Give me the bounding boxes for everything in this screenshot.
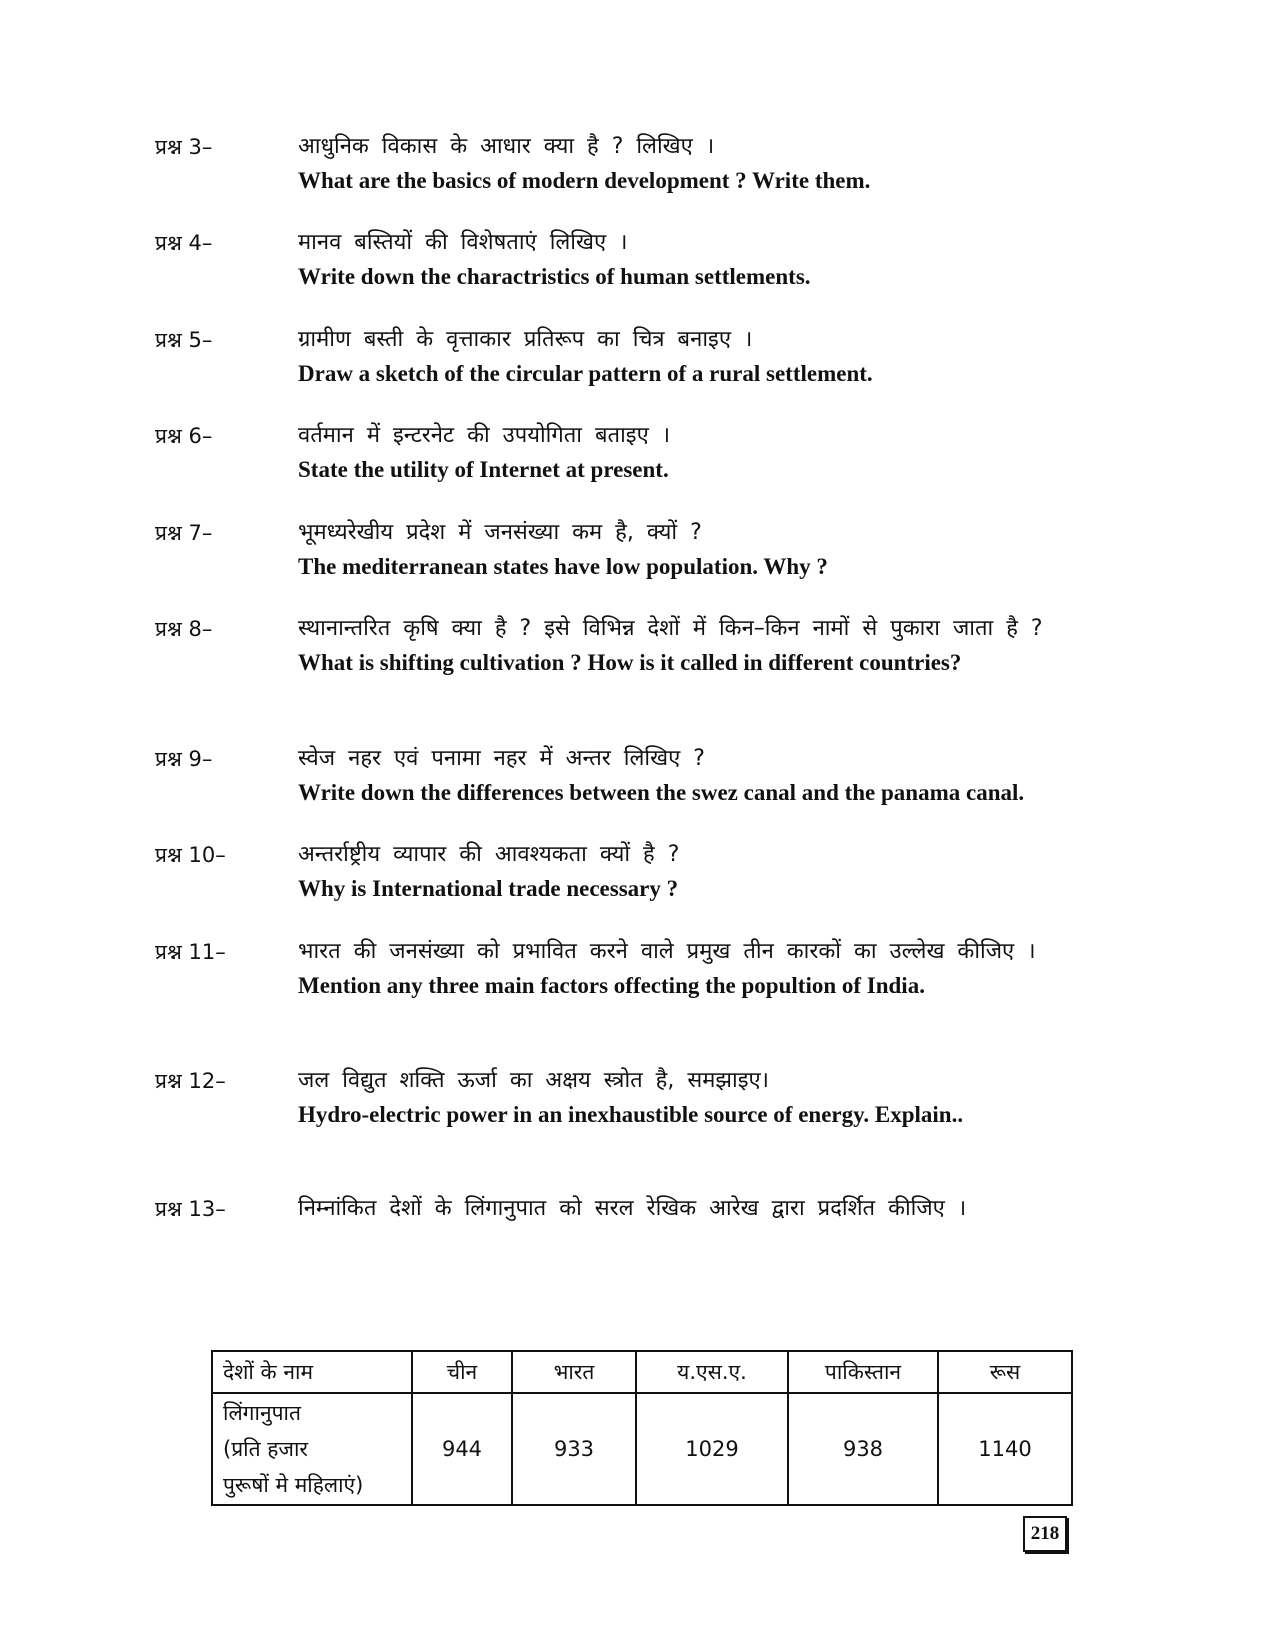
question-english-text: Write down the charactristics of human settlements. — [298, 264, 811, 289]
table-header-row — [212, 1351, 1072, 1393]
question-hindi-text: स्वेज नहर एवं पनामा नहर में अन्तर लिखिए ? — [298, 746, 705, 771]
question-label: प्रश्न 3– — [155, 135, 213, 159]
question-12 — [155, 1064, 1075, 1132]
table-row — [212, 1393, 1072, 1505]
country-india: भारत — [512, 1351, 636, 1393]
value-india: 933 — [512, 1393, 636, 1505]
question-4 — [155, 226, 1075, 294]
value-usa: 1029 — [636, 1393, 788, 1505]
question-english-text: Draw a sketch of the circular pattern of a rural settlement. — [298, 361, 873, 386]
question-label: प्रश्न 8– — [155, 617, 213, 641]
question-english-text: Hydro-electric power in an inexhaustible source of energy. Explain.. — [298, 1102, 964, 1127]
country-pakistan: पाकिस्तान — [788, 1351, 938, 1393]
question-hindi-text: आधुनिक विकास के आधार क्या है ? लिखिए । — [298, 134, 715, 159]
country-russia: रूस — [938, 1351, 1072, 1393]
question-label: प्रश्न 4– — [155, 231, 213, 255]
question-label: प्रश्न 13– — [155, 1197, 226, 1221]
sex-ratio-label — [212, 1393, 412, 1505]
question-english-text: State the utility of Internet at present. — [298, 457, 669, 482]
question-label: प्रश्न 6– — [155, 424, 213, 448]
question-english-text: Write down the differences between the swez canal and the panama canal. — [298, 780, 1025, 805]
value-russia: 1140 — [938, 1393, 1072, 1505]
sex-ratio-label-line: लिंगानुपात — [223, 1401, 301, 1425]
question-label: प्रश्न 11– — [155, 940, 226, 964]
question-label: प्रश्न 5– — [155, 328, 213, 352]
question-13 — [155, 1192, 1075, 1226]
question-hindi-text: भूमध्यरेखीय प्रदेश में जनसंख्या कम है, क्यों ? — [298, 520, 702, 545]
page-number: 218 — [1023, 1516, 1067, 1552]
question-hindi-text: निम्नांकित देशों के लिंगानुपात को सरल रेखिक आरेख द्वारा प्रदर्शित कीजिए । — [298, 1196, 967, 1221]
country-china: चीन — [412, 1351, 512, 1393]
value-china: 944 — [412, 1393, 512, 1505]
question-9 — [155, 742, 1075, 810]
question-8 — [155, 612, 1075, 680]
question-hindi-text: अन्तर्राष्ट्रीय व्यापार की आवश्यकता क्यों है ? — [298, 842, 680, 867]
sex-ratio-label-line: (प्रति हजार — [223, 1437, 308, 1461]
sex-ratio-label-line: पुरूषों मे महिलाएं) — [223, 1473, 364, 1497]
question-label: प्रश्न 9– — [155, 747, 213, 771]
question-10 — [155, 838, 1075, 906]
sex-ratio-table — [211, 1350, 1073, 1506]
question-label: प्रश्न 10– — [155, 843, 226, 867]
question-hindi-text: जल विद्युत शक्ति ऊर्जा का अक्षय स्त्रोत है, समझाइए। — [298, 1068, 770, 1093]
question-7 — [155, 516, 1075, 584]
country-names-header: देशों के नाम — [212, 1351, 412, 1393]
country-usa: य.एस.ए. — [636, 1351, 788, 1393]
question-3 — [155, 130, 1075, 198]
question-english-text: The mediterranean states have low population. Why ? — [298, 554, 828, 579]
value-pakistan: 938 — [788, 1393, 938, 1505]
question-english-text: Why is International trade necessary ? — [298, 876, 679, 901]
question-11 — [155, 935, 1075, 1003]
question-english-text: Mention any three main factors offecting the popultion of India. — [298, 973, 925, 998]
question-hindi-text: स्थानान्तरित कृषि क्या है ? इसे विभिन्न देशों में किन–किन नामों से पुकारा जाता है ? — [298, 616, 1043, 641]
question-hindi-text: ग्रामीण बस्ती के वृत्ताकार प्रतिरूप का चित्र बनाइए । — [298, 327, 753, 352]
question-5 — [155, 323, 1075, 391]
question-label: प्रश्न 7– — [155, 521, 213, 545]
question-hindi-text: वर्तमान में इन्टरनेट की उपयोगिता बताइए । — [298, 423, 671, 448]
question-6 — [155, 419, 1075, 487]
question-english-text: What are the basics of modern development ? Write them. — [298, 168, 871, 193]
question-label: प्रश्न 12– — [155, 1069, 226, 1093]
question-hindi-text: मानव बस्तियों की विशेषताएं लिखिए । — [298, 230, 628, 255]
question-english-text: What is shifting cultivation ? How is it called in different countries? — [298, 650, 962, 675]
question-hindi-text: भारत की जनसंख्या को प्रभावित करने वाले प्रमुख तीन कारकों का उल्लेख कीजिए । — [298, 939, 1036, 964]
